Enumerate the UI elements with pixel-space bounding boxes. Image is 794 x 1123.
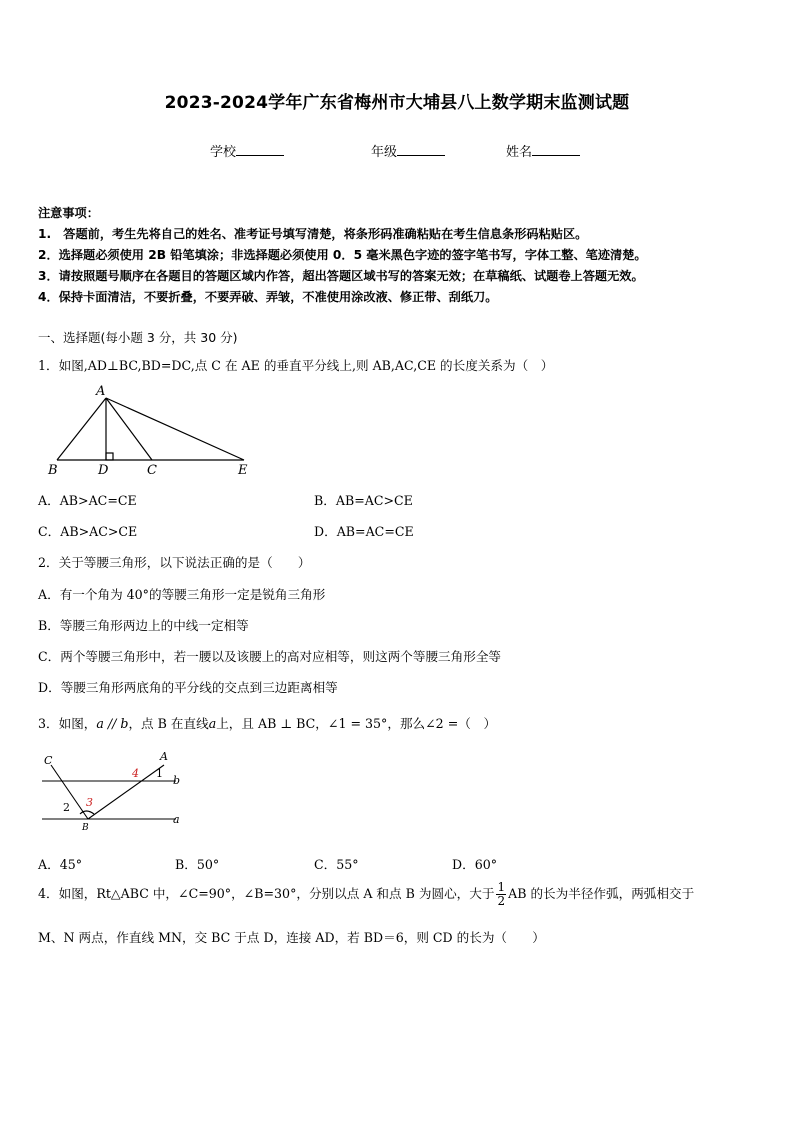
grade-field <box>371 141 445 160</box>
q4-text: 4．如图，Rt△ABC 中，∠C=90°，∠B=30°，分别以点 A 和点 B 为圆心，大于 <box>38 886 495 901</box>
q3-option-b[interactable]: B．50° <box>175 857 220 872</box>
q1-option-d[interactable]: D．AB=AC=CE <box>314 524 414 539</box>
page-title: 2023-2024学年广东省梅州市大埔县八上数学期末监测试题 <box>164 93 630 113</box>
question-4-line-2: M、N 两点，作直线 MN，交 BC 于点 D，连接 AD，若 BD＝6，则 CD 的长为（ ） <box>38 930 545 945</box>
q2-option-d[interactable]: D．等腰三角形两底角的平分线的交点到三边距离相等 <box>38 680 338 695</box>
fraction-denominator: 2 <box>497 894 506 908</box>
angle-3: 3 <box>86 796 93 809</box>
label-C: C <box>147 463 157 478</box>
question-1-figure <box>40 382 260 478</box>
q3-stem-part: 上，且 AB ⊥ BC，∠1 = 35°，那么∠2 =（ ） <box>216 716 497 731</box>
name-blank <box>532 143 580 156</box>
label-C: C <box>44 754 53 767</box>
notes-heading: 注意事项： <box>38 206 99 220</box>
school-label: 学校 <box>210 145 237 160</box>
q3-line-a: a <box>208 716 217 731</box>
question-1-stem: 1．如图,AD⊥BC,BD=DC,点 C 在 AE 的垂直平分线上,则 AB,AC,CE 的长度关系为（ ） <box>38 358 554 373</box>
label-B: B <box>82 823 89 833</box>
question-3-stem <box>38 713 496 732</box>
grade-blank <box>397 143 445 156</box>
question-4-line-1 <box>38 881 694 908</box>
q3-option-c[interactable]: C．55° <box>314 857 359 872</box>
q2-option-a[interactable]: A．有一个角为 40°的等腰三角形一定是锐角三角形 <box>38 587 326 602</box>
school-field <box>210 141 284 160</box>
fraction-numerator: 1 <box>497 880 506 894</box>
section-heading: 一、选择题(每小题 3 分，共 30 分) <box>38 330 238 345</box>
q3-option-a[interactable]: A．45° <box>38 857 83 872</box>
note-item: 2．选择题必须使用 2B 铅笔填涂；非选择题必须使用 0．5 毫米黑色字迹的签字笔书写，字体工整、笔迹清楚。 <box>38 248 647 262</box>
angle-4: 4 <box>132 767 139 780</box>
label-D: D <box>98 463 109 478</box>
q1-option-b[interactable]: B．AB=AC>CE <box>314 493 413 508</box>
q3-option-d[interactable]: D．60° <box>452 857 498 872</box>
label-A: A <box>96 384 106 399</box>
grade-label: 年级 <box>371 145 398 160</box>
q3-stem-part: 3．如图， <box>38 716 97 731</box>
q3-stem-part: ，点 B 在直线 <box>128 716 209 731</box>
name-label: 姓名 <box>506 145 533 160</box>
note-item: 4．保持卡面清洁，不要折叠，不要弄破、弄皱，不准使用涂改液、修正带、刮纸刀。 <box>38 290 498 304</box>
q4-text: AB 的长为半径作弧，两弧相交于 <box>508 886 695 901</box>
label-b: b <box>173 774 181 787</box>
q1-option-c[interactable]: C．AB>AC>CE <box>38 524 138 539</box>
school-blank <box>236 143 284 156</box>
label-A: A <box>160 750 168 763</box>
q2-option-c[interactable]: C．两个等腰三角形中，若一腰以及该腰上的高对应相等，则这两个等腰三角形全等 <box>38 649 502 664</box>
question-3-figure <box>36 748 186 836</box>
angle-2: 2 <box>63 801 70 814</box>
q3-parallel: a // b <box>96 716 129 731</box>
q2-option-b[interactable]: B．等腰三角形两边上的中线一定相等 <box>38 618 249 633</box>
angle-1: 1 <box>156 767 163 780</box>
note-item: 1. 答题前，考生先将自己的姓名、准考证号填写清楚，将条形码准确粘贴在考生信息条形码粘贴区。 <box>38 227 588 241</box>
note-item: 3．请按照题号顺序在各题目的答题区域内作答，超出答题区域书写的答案无效；在草稿纸、试题卷上答题无效。 <box>38 269 644 283</box>
q1-option-a[interactable]: A．AB>AC=CE <box>38 493 137 508</box>
question-2-stem: 2．关于等腰三角形，以下说法正确的是（ ） <box>38 555 311 570</box>
one-half-fraction <box>496 881 506 908</box>
name-field <box>506 141 580 160</box>
label-E: E <box>238 463 248 478</box>
label-a: a <box>173 813 180 826</box>
label-B: B <box>48 463 58 478</box>
